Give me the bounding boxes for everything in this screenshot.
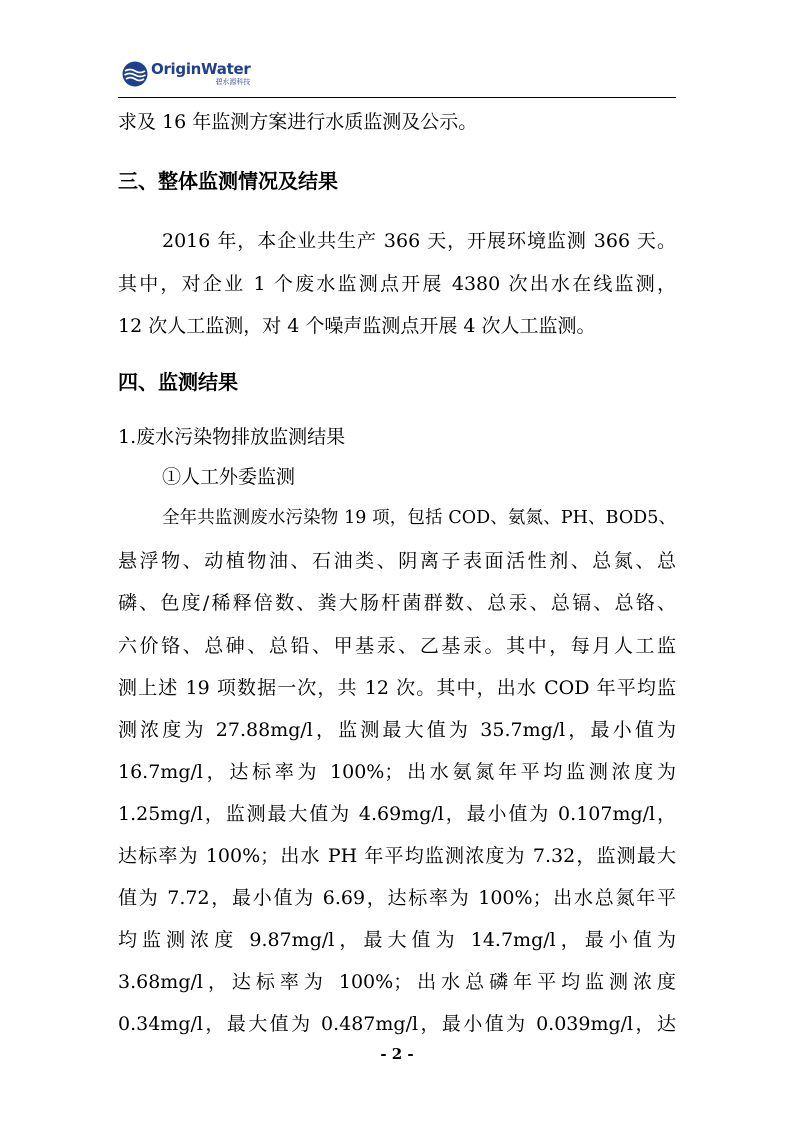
- logo-name: OriginWater: [151, 60, 251, 78]
- paragraph-line: 16.7mg/l，达标率为 100%；出水氨氮年平均监测浓度为: [118, 761, 676, 783]
- logo-subtext: 碧水源科技: [215, 78, 251, 86]
- paragraph-line: 悬浮物、动植物油、石油类、阴离子表面活性剂、总氮、总: [118, 550, 676, 572]
- paragraph-line: 值为 7.72，最小值为 6.69，达标率为 100%；出水总氮年平: [118, 887, 676, 909]
- company-logo: [122, 60, 250, 87]
- paragraph-line: 2016 年，本企业共生产 366 天，开展环境监测 366 天。: [162, 230, 676, 252]
- paragraph-line: 测上述 19 项数据一次，共 12 次。其中，出水 COD 年平均监: [118, 677, 676, 699]
- paragraph-line: 其中，对企业 1 个废水监测点开展 4380 次出水在线监测，: [118, 273, 676, 295]
- page-number: - 2 -: [380, 1045, 414, 1063]
- paragraph-line: 均监测浓度 9.87mg/l，最大值为 14.7mg/l，最小值为: [118, 929, 676, 951]
- header-divider: [118, 97, 676, 98]
- paragraph-line: 全年共监测废水污染物 19 项，包括 COD、氨氮、PH、BOD5、: [162, 508, 676, 528]
- section-heading-4: 四、监测结果: [118, 370, 238, 394]
- paragraph-line: 测浓度为 27.88mg/l，监测最大值为 35.7mg/l，最小值为: [118, 719, 676, 741]
- section-heading-3: 三、整体监测情况及结果: [118, 169, 338, 193]
- page-header: [118, 58, 676, 100]
- paragraph-line: 3.68mg/l，达标率为 100%；出水总磷年平均监测浓度: [118, 971, 676, 993]
- subsection-item: ①人工外委监测: [162, 466, 296, 488]
- paragraph-line: 达标率为 100%；出水 PH 年平均监测浓度为 7.32，监测最大: [118, 845, 676, 867]
- paragraph-line: 0.34mg/l，最大值为 0.487mg/l，最小值为 0.039mg/l，达: [118, 1013, 676, 1035]
- paragraph-line: 1.25mg/l，监测最大值为 4.69mg/l，最小值为 0.107mg/l，: [118, 803, 676, 825]
- paragraph-line: 12 次人工监测，对 4 个噪声监测点开展 4 次人工监测。: [118, 315, 596, 337]
- subsection-heading: 1.废水污染物排放监测结果: [118, 426, 346, 448]
- paragraph-line: 六价铬、总砷、总铅、甲基汞、乙基汞。其中，每月人工监: [118, 635, 676, 657]
- water-wave-logo-icon: [122, 61, 148, 87]
- paragraph-line: 磷、色度/稀释倍数、粪大肠杆菌群数、总汞、总镉、总铬、: [118, 592, 676, 614]
- body-line: 求及 16 年监测方案进行水质监测及公示。: [118, 111, 478, 133]
